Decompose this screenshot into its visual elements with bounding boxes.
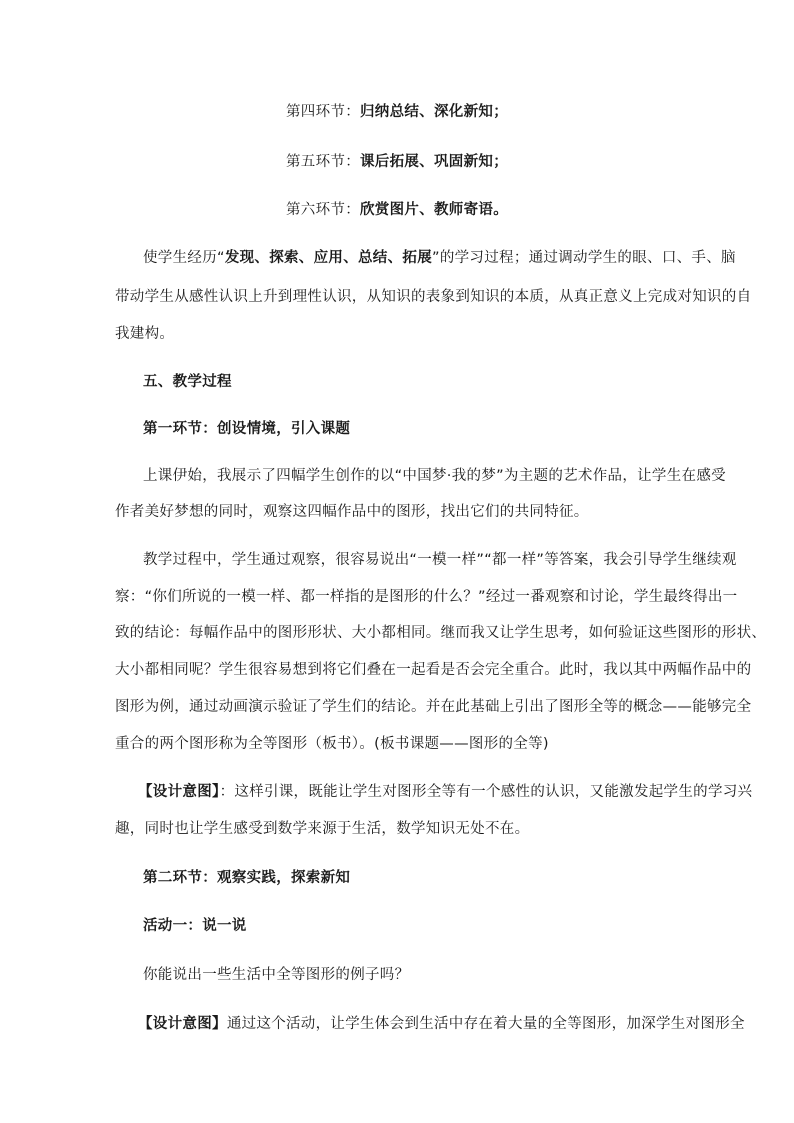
para1-text-a: 使学生经历“ — [143, 250, 225, 266]
design-intent-tag: 【设计意图】 — [138, 784, 220, 800]
step-four — [0, 100, 794, 121]
stage1-heading: 第一环节：创设情境，引入课题 — [143, 421, 351, 437]
section-heading-5: 五、教学过程 — [143, 374, 232, 390]
step-four-prefix: 第四环节： — [286, 104, 360, 120]
step-six-text: 欣赏图片、教师寄语。 — [360, 202, 508, 218]
step-four-text: 归纳总结、深化新知； — [360, 104, 508, 120]
activity1-heading: 活动一：说一说 — [143, 918, 247, 934]
para4-line1 — [138, 780, 752, 801]
para3-line2: 察：“你们所说的一模一样、都一样指的是图形的什么？”经过一番观察和讨论，学生最终得出一 — [115, 589, 738, 605]
para3-line1: 教学过程中，学生通过观察，很容易说出“一模一样”“都一样”等答案，我会引导学生继续观 — [143, 552, 737, 568]
para3-line6: 重合的两个图形称为全等图形（板书）。(板书课题——图形的全等) — [115, 736, 549, 752]
para4-text: ：这样引课，既能让学生对图形全等有一个感性的认识，又能激发起学生的学习兴 — [219, 784, 753, 800]
para6-line1 — [138, 1012, 745, 1033]
para1-line1 — [143, 246, 736, 267]
para4-line2: 趣，同时也让学生感受到数学来源于生活，数学知识无处不在。 — [115, 821, 530, 837]
step-six-prefix: 第六环节： — [286, 202, 360, 218]
para3-line5: 图形为例，通过动画演示验证了学生们的结论。并在此基础上引出了图形全等的概念——能够完全 — [115, 699, 752, 715]
para2-line1: 上课伊始，我展示了四幅学生创作的以“中国梦·我的梦”为主题的艺术作品，让学生在感受 — [143, 468, 726, 484]
step-five-text: 课后拓展、巩固新知； — [360, 154, 508, 170]
para1-line3: 我建构。 — [115, 326, 175, 342]
step-six — [0, 198, 794, 219]
para6-text: 通过这个活动，让学生体会到生活中存在着大量的全等图形，加深学生对图形全 — [226, 1016, 745, 1032]
design-intent-tag-2: 【设计意图】 — [138, 1016, 227, 1032]
para1-emphasis: 发现、探索、应用、总结、拓展 — [224, 250, 433, 266]
para2-line2: 作者美好梦想的同时，观察这四幅作品中的图形，找出它们的共同特征。 — [115, 504, 589, 520]
para3-line4: 大小都相同呢？学生很容易想到将它们叠在一起看是否会完全重合。此时，我以其中两幅作品中的 — [115, 662, 752, 678]
para3-line3: 致的结论：每幅作品中的图形形状、大小都相同。继而我又让学生思考，如何验证这些图形的形状、 — [115, 625, 767, 641]
stage2-heading: 第二环节：观察实践，探索新知 — [143, 870, 351, 886]
step-five-prefix: 第五环节： — [286, 154, 360, 170]
para1-text-c: ”的学习过程；通过调动学生的眼、口、手、脑 — [432, 250, 736, 266]
para5: 你能说出一些生活中全等图形的例子吗？ — [143, 967, 410, 983]
step-five — [0, 150, 794, 171]
para1-line2: 带动学生从感性认识上升到理性认识，从知识的表象到知识的本质，从真正意义上完成对知识的自 — [115, 289, 752, 305]
